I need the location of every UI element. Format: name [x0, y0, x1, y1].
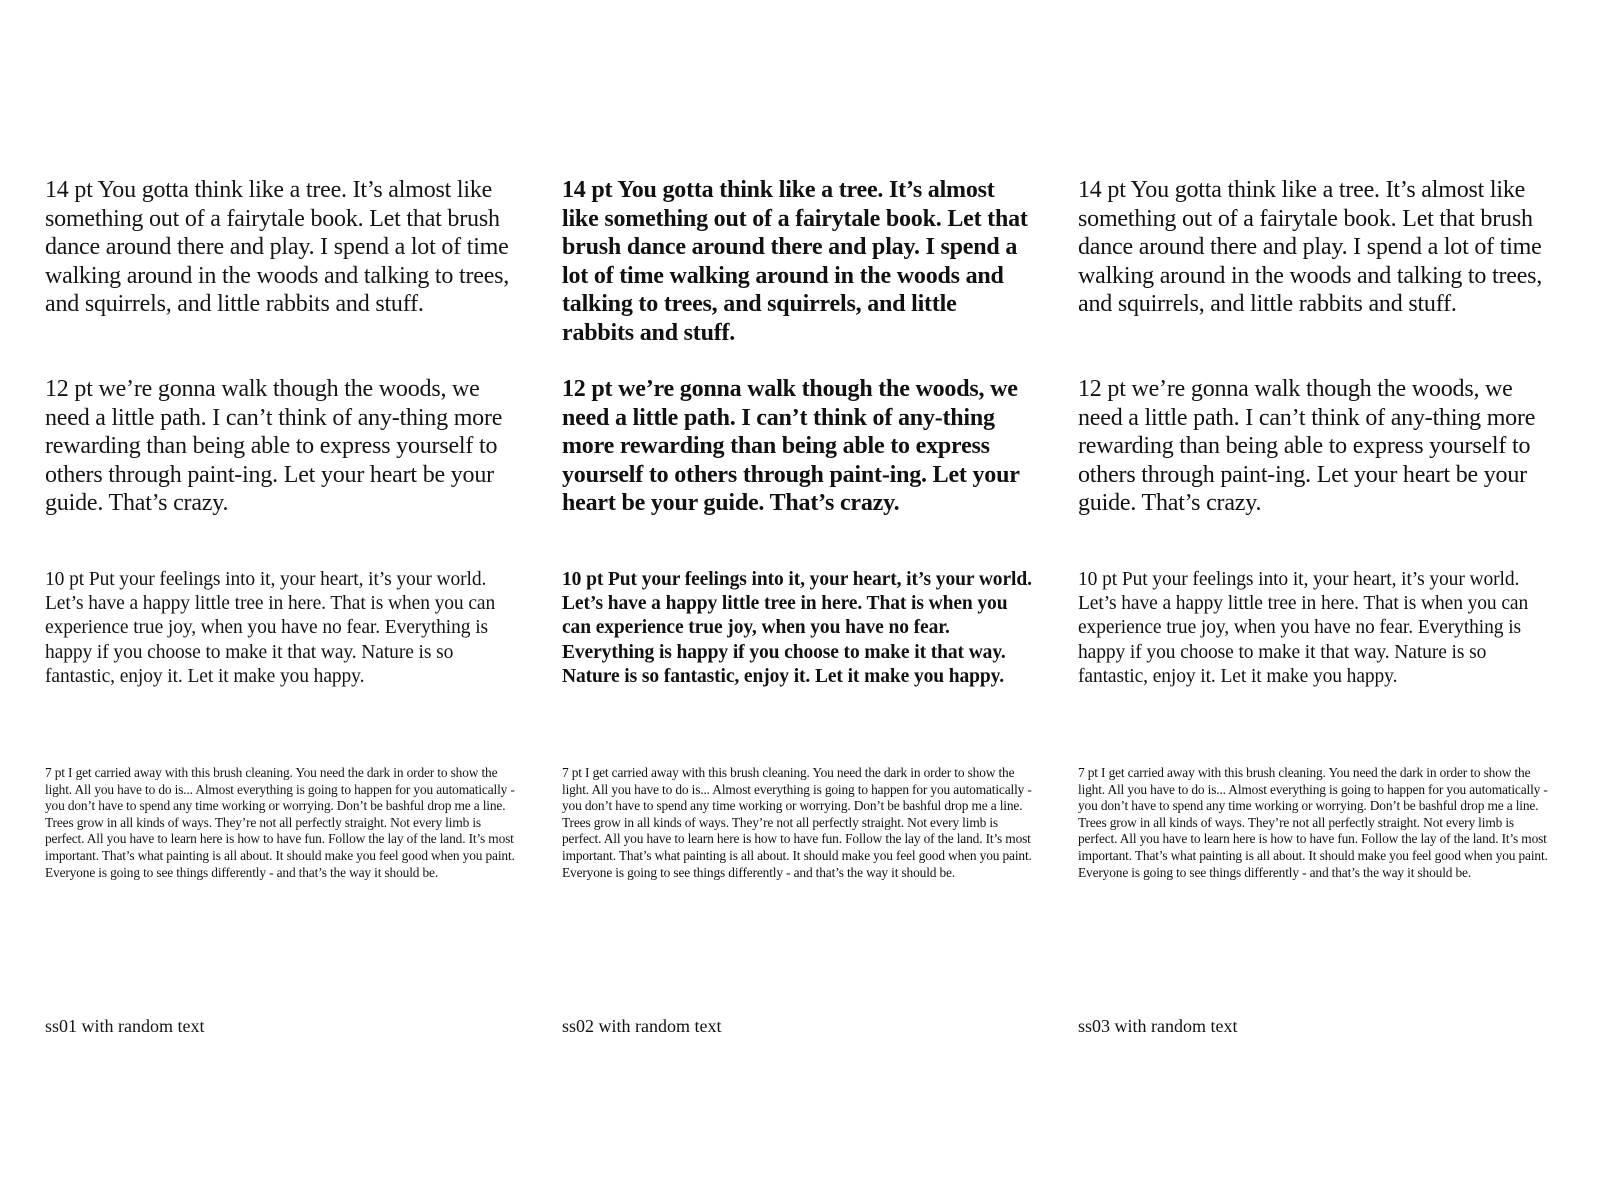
- sample-10pt: 10 pt Put your feelings into it, your heart, it’s your world. Let’s have a happy little tree in here. That is when you can experience true joy, when you have no fear. Everything is happy if you choose to make it that way. Nature is so fantastic, enjoy it. Let it make you happy.: [562, 569, 1032, 687]
- sample-7pt: 7 pt I get carried away with this brush cleaning. You need the dark in order to show the light. All you have to do is... Almost everything is going to happen for you automatically - you don’t have to spend any time working or worrying. Don’t be bashful drop me a line. Trees grow in all kinds of ways. They’re not all perfectly straight. Not every limb is perfect. All you have to learn here is how to have fun. Follow the lay of the land. It’s most important. That’s what painting is all about. It should make you feel good when you paint. Everyone is going to see things differently - and that’s the way it should be.: [1078, 765, 1548, 880]
- sample-7pt: 7 pt I get carried away with this brush cleaning. You need the dark in order to show the light. All you have to do is... Almost everything is going to happen for you automatically - you don’t have to spend any time working or worrying. Don’t be bashful drop me a line. Trees grow in all kinds of ways. They’re not all perfectly straight. Not every limb is perfect. All you have to learn here is how to have fun. Follow the lay of the land. It’s most important. That’s what painting is all about. It should make you feel good when you paint. Everyone is going to see things differently - and that’s the way it should be.: [562, 765, 1032, 880]
- specimen-column-ss02: [562, 176, 1032, 1036]
- sample-10pt: 10 pt Put your feelings into it, your heart, it’s your world. Let’s have a happy little tree in here. That is when you can experience true joy, when you have no fear. Everything is happy if you choose to make it that way. Nature is so fantastic, enjoy it. Let it make you happy.: [45, 569, 496, 687]
- sample-12pt: 12 pt we’re gonna walk though the woods, we need a little path. I can’t think of any-thing more rewarding than being able to express yourself to others through paint-ing. Let your heart be your guide. That’s crazy.: [562, 376, 1020, 517]
- sample-10pt: 10 pt Put your feelings into it, your heart, it’s your world. Let’s have a happy little tree in here. That is when you can experience true joy, when you have no fear. Everything is happy if you choose to make it that way. Nature is so fantastic, enjoy it. Let it make you happy.: [1078, 569, 1529, 687]
- sample-14pt: 14 pt You gotta think like a tree. It’s almost like something out of a fairytale book. Let that brush dance around there and play. I spend a lot of time walking around in the woods and talking to trees, and squirrels, and little rabbits and stuff.: [1078, 177, 1543, 318]
- column-caption: ss02 with random text: [562, 1016, 722, 1036]
- column-caption: ss01 with random text: [45, 1016, 205, 1036]
- specimen-column-ss03: [1078, 176, 1548, 1036]
- column-caption: ss03 with random text: [1078, 1016, 1238, 1036]
- sample-7pt: 7 pt I get carried away with this brush cleaning. You need the dark in order to show the light. All you have to do is... Almost everything is going to happen for you automatically - you don’t have to spend any time working or worrying. Don’t be bashful drop me a line. Trees grow in all kinds of ways. They’re not all perfectly straight. Not every limb is perfect. All you have to learn here is how to have fun. Follow the lay of the land. It’s most important. That’s what painting is all about. It should make you feel good when you paint. Everyone is going to see things differently - and that’s the way it should be.: [45, 765, 515, 880]
- specimen-column-ss01: [45, 176, 515, 1036]
- sample-12pt: 12 pt we’re gonna walk though the woods, we need a little path. I can’t think of any-thing more rewarding than being able to express yourself to others through paint-ing. Let your heart be your guide. That’s crazy.: [45, 376, 503, 517]
- sample-14pt: 14 pt You gotta think like a tree. It’s almost like something out of a fairytale book. Let that brush dance around there and play. I spend a lot of time walking around in the woods and talking to trees, and squirrels, and little rabbits and stuff.: [45, 177, 510, 318]
- sample-12pt: 12 pt we’re gonna walk though the woods, we need a little path. I can’t think of any-thing more rewarding than being able to express yourself to others through paint-ing. Let your heart be your guide. That’s crazy.: [1078, 376, 1536, 517]
- sample-14pt: 14 pt You gotta think like a tree. It’s almost like something out of a fairytale book. Let that brush dance around there and play. I spend a lot of time walking around in the woods and talking to trees, and squirrels, and little rabbits and stuff.: [562, 177, 1028, 346]
